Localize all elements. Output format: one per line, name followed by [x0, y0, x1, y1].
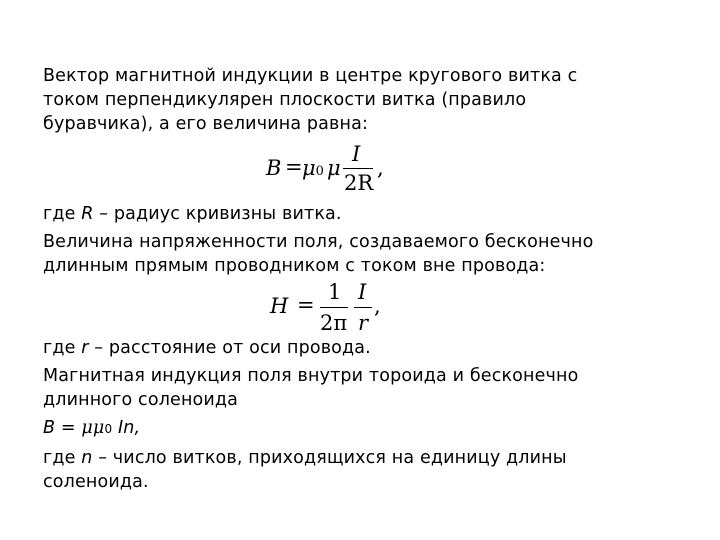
where-R-paragraph [43, 202, 693, 226]
formula3-equals: = [55, 418, 82, 438]
formula1-numerator: I [352, 142, 361, 166]
where-r-prefix: где [43, 338, 82, 358]
where-R-prefix: где [43, 204, 82, 224]
intro-line-2: током перпендикулярен плоскости витка (правило [43, 90, 527, 110]
toroid-line-1: Магнитная индукция поля внутри тороида и бесконечно [43, 366, 579, 386]
formula1-comma: , [377, 156, 384, 180]
formula2-denominator-2: r [358, 311, 369, 335]
where-r-line [43, 336, 693, 360]
formula3-sub0: 0 [104, 422, 113, 436]
where-r-var: r [81, 338, 89, 358]
formula1-mu0 [302, 158, 324, 179]
formula1-denominator: 2R [344, 171, 374, 195]
formula1-equals: = [285, 155, 303, 179]
where-n-rest: – число витков, приходящихся на единицу длины [92, 448, 567, 468]
formula1-lhs: B [266, 156, 282, 180]
where-R-rest: – радиус кривизны витка. [93, 204, 342, 224]
formula2-fraction-bar-1 [320, 307, 348, 308]
intro-line-3: буравчика), а его величина равна: [43, 114, 369, 134]
formula2-numerator-2: I [358, 280, 367, 304]
formula2-fraction-bar-2 [354, 307, 372, 308]
toroid-line-2: длинного соленоида [43, 390, 239, 410]
formula2-lhs: H [270, 294, 289, 318]
formula2-numerator-1: 1 [328, 280, 342, 304]
where-r-rest: – расстояние от оси провода. [88, 338, 371, 358]
formula3-line [43, 416, 693, 441]
field-paragraph [43, 230, 693, 278]
formula3-mumu: μμ [81, 418, 105, 438]
formula-circular-loop [266, 140, 396, 196]
where-n-line-2: соленоида. [43, 472, 149, 492]
formula1-fraction-bar [343, 168, 373, 169]
formula-solenoid [43, 416, 693, 441]
field-line-2: длинным прямым проводником с током вне провода: [43, 256, 546, 276]
where-n-line-1 [43, 446, 693, 470]
formula2-equals: = [297, 293, 315, 317]
intro-line-1: Вектор магнитной индукции в центре кругового витка с [43, 66, 578, 86]
toroid-paragraph [43, 364, 693, 412]
where-n-prefix: где [43, 448, 82, 468]
formula-straight-wire [270, 278, 390, 336]
where-n-paragraph [43, 446, 693, 494]
intro-paragraph [43, 64, 693, 136]
formula3-lhs: B [43, 418, 56, 438]
formula2-comma: , [374, 294, 381, 318]
formula1-mu2: μ [327, 156, 341, 180]
field-line-1: Величина напряженности поля, создаваемого бесконечно [43, 232, 594, 252]
where-n-var: n [81, 448, 93, 468]
where-R-var: R [81, 204, 94, 224]
formula1-mu: μ [302, 156, 316, 180]
where-R-line [43, 202, 693, 226]
formula3-rest: In, [112, 418, 141, 438]
where-r-paragraph [43, 336, 693, 360]
formula1-sub0: 0 [315, 164, 324, 179]
formula2-denominator-1: 2π [320, 311, 348, 335]
